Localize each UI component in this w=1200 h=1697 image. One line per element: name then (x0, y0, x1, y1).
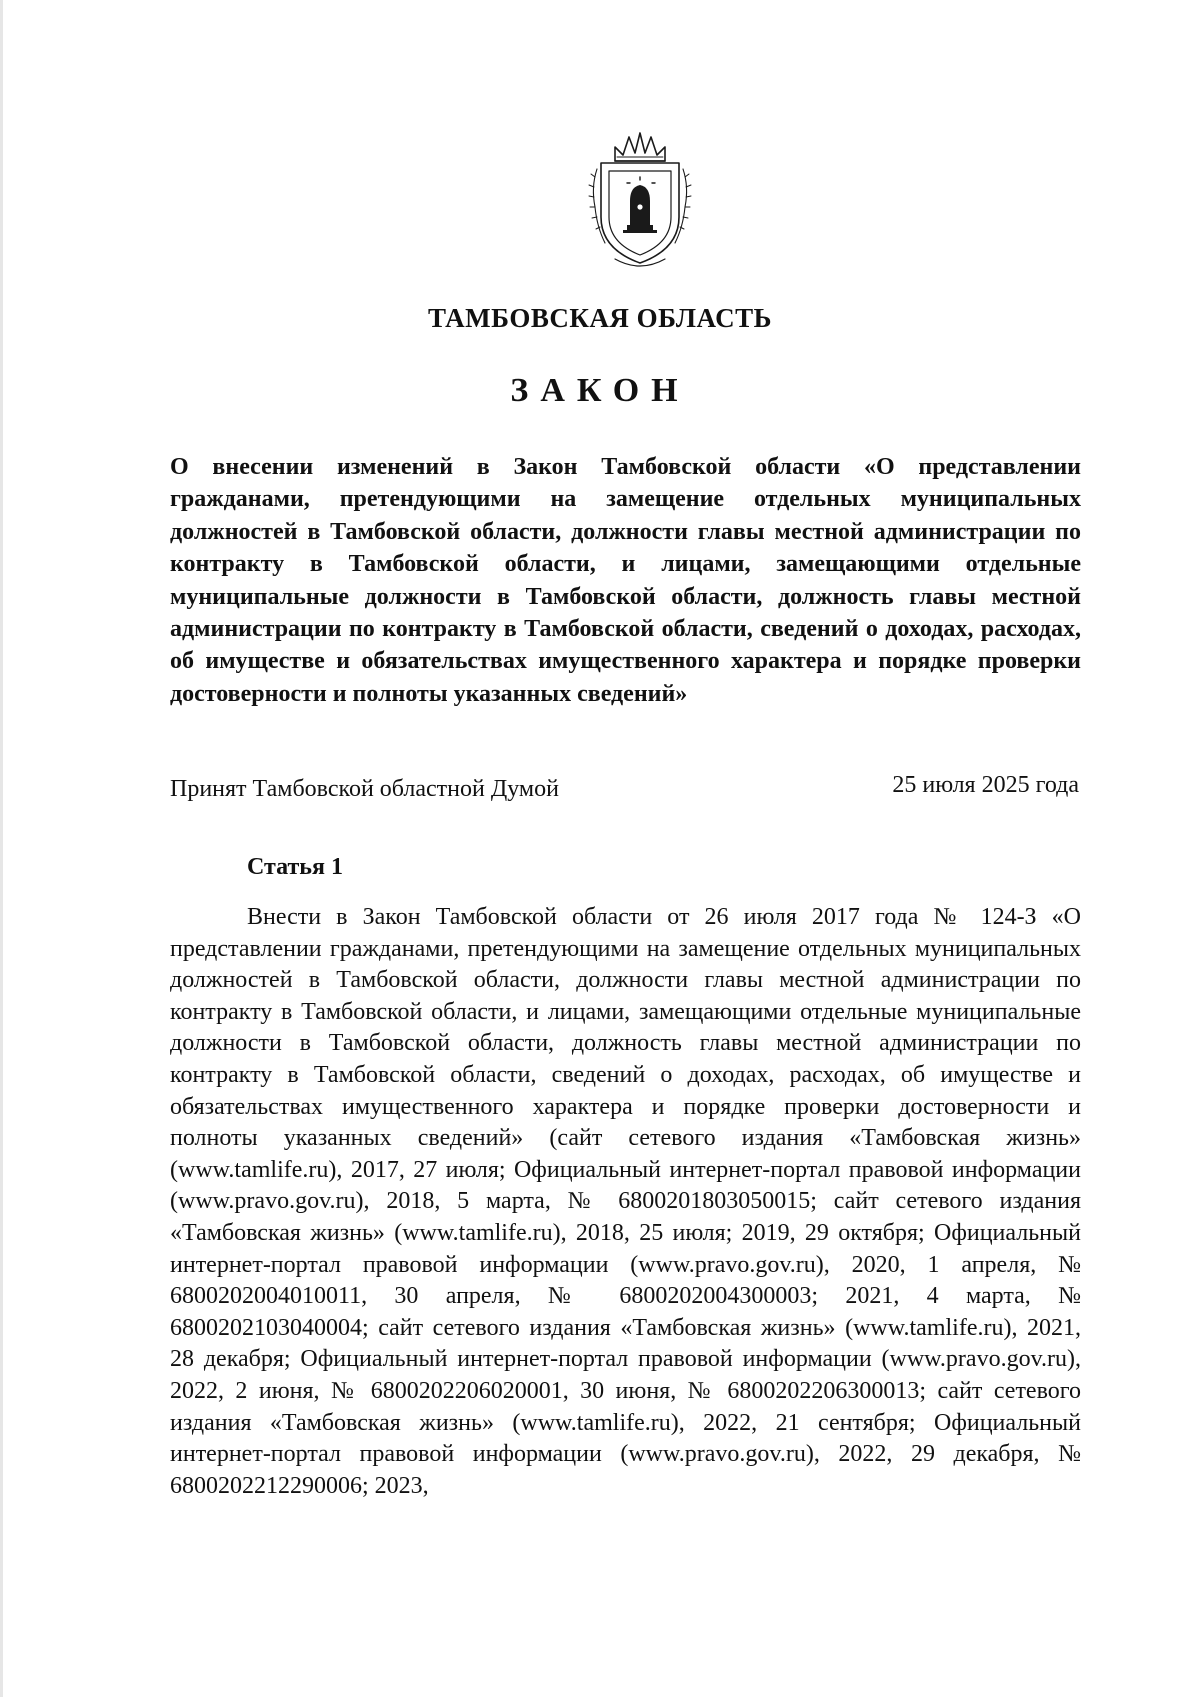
adoption-date: 25 июля 2025 года (892, 772, 1079, 798)
region-heading: ТАМБОВСКАЯ ОБЛАСТЬ (428, 303, 772, 333)
law-title: О внесении изменений в Закон Тамбовской области «О представлении гражданами, претендующими на замещение отдельных муниципальных должностей в Тамбовской области, должности главы местной администрации по контракту в Тамбовской области, и лицами, замещающими отдельные муниципальные должности в Тамбовской области, должность главы местной администрации по контракту в Тамбовской области, сведений о доходах, расходах, об имуществе и обязательствах имущественного характера и порядке проверки достоверности и полноты указанных сведений» (170, 454, 1081, 707)
document-type-heading: ЗАКОН (510, 372, 690, 409)
adoption-body: Принят Тамбовской областной Думой (170, 776, 559, 802)
article-body-paragraph: Внести в Закон Тамбовской области от 26 июля 2017 года № 124-З «О представлении гражданами, претендующими на замещение отдельных муниципальных должностей в Тамбовской области, должности главы местной администрации по контракту в Тамбовской области, и лицами, замещающими отдельные муниципальные должности в Тамбовской области, должность главы местной администрации по контракту в Тамбовской области, сведений о доходах, расходах, об имуществе и обязательствах имущественного характера и порядке проверки достоверности и полноты указанных сведений» (сайт сетевого издания «Тамбовская жизнь» (www.tamlife.ru), 2017, 27 июля; Официальный интернет-портал правовой информации (www.pravo.gov.ru), 2018, 5 марта, № 6800201803050015; сайт сетевого издания «Тамбовская жизнь» (www.tamlife.ru), 2018, 25 июля; 2019, 29 октября; Официальный интернет-портал правовой информации (www.pravo.gov.ru), 2020, 1 апреля, № 6800202004010011, 30 апреля, № 6800202004300003; 2021, 4 марта, № 6800202103040004; сайт сетевого издания «Тамбовская жизнь» (www.tamlife.ru), 2021, 28 декабря; Официальный интернет-портал правовой информации (www.pravo.gov.ru), 2022, 2 июня, № 6800202206020001, 30 июня, № 6800202206300013; сайт сетевого издания «Тамбовская жизнь» (www.tamlife.ru), 2022, 21 сентября; Официальный интернет-портал правовой информации (www.pravo.gov.ru), 2022, 29 декабря, № 6800202212290006; 2023, (170, 904, 1081, 1499)
coat-of-arms-icon (585, 127, 695, 277)
article-heading: Статья 1 (247, 854, 343, 880)
scan-edge (0, 0, 3, 1697)
